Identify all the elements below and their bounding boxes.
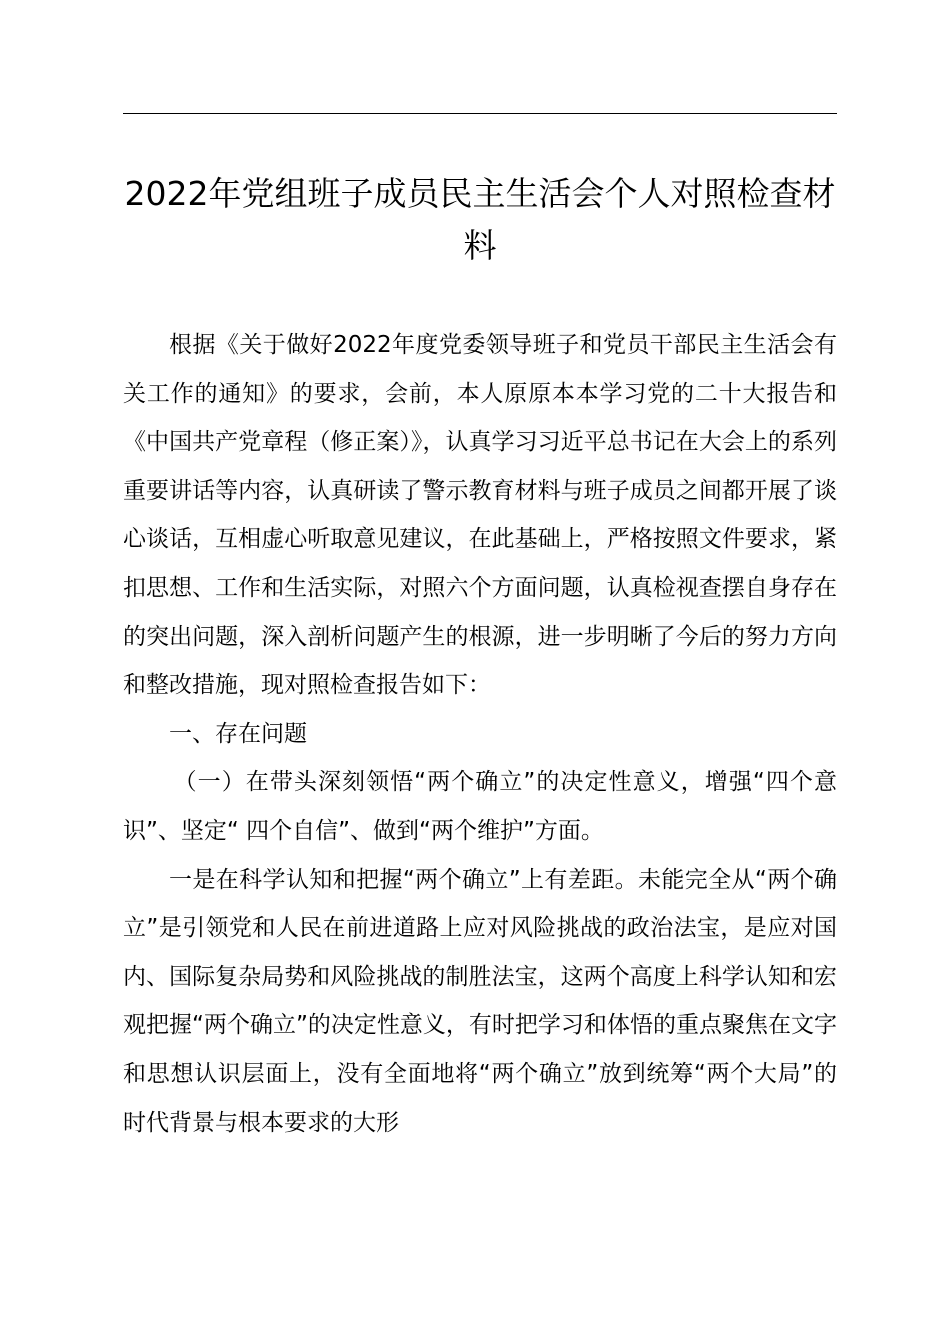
document-title: 2022年党组班子成员民主生活会个人对照检查材料 (124, 174, 836, 265)
section-heading: 一、存在问题 (169, 720, 307, 747)
intro-paragraph: 根据《关于做好2022年度党委领导班子和党员干部民主生活会有关工作的通知》的要求，会前，本人原原本本学习党的二十大报告和《中国共产党章程（修正案）》，认真学习习近平总书记在大会上的系列重要讲话等内容，认真研读了警示教育材料与班子成员之间都开展了谈心谈话，互相虚心听取意见建议，在此基础上，严格按照文件要求，紧扣思想、工作和生活实际，对照六个方面问题，认真检视查摆自身存在的突出问题，深入剖析问题产生的根源，进一步明晰了今后的努力方向和整改措施，现对照检查报告如下： (123, 332, 837, 699)
body-paragraph: 一是在科学认知和把握“两个确立”上有差距。未能完全从“两个确立”是引领党和人民在前进道路上应对风险挑战的政治法宝，是应对国内、国际复杂局势和风险挑战的制胜法宝，这两个高度上科学认知和宏观把握“两个确立”的决定性意义，有时把学习和体悟的重点聚焦在文字和思想认识层面上，没有全面地将“两个确立”放到统筹“两个大局”的时代背景与根本要求的大形 (123, 866, 837, 1136)
subsection-heading: （一）在带头深刻领悟“两个确立”的决定性意义，增强“四个意识”、坚定“ 四个自信”、做到“两个维护”方面。 (123, 769, 837, 844)
header-rule (123, 113, 837, 114)
document-body (123, 321, 837, 1147)
